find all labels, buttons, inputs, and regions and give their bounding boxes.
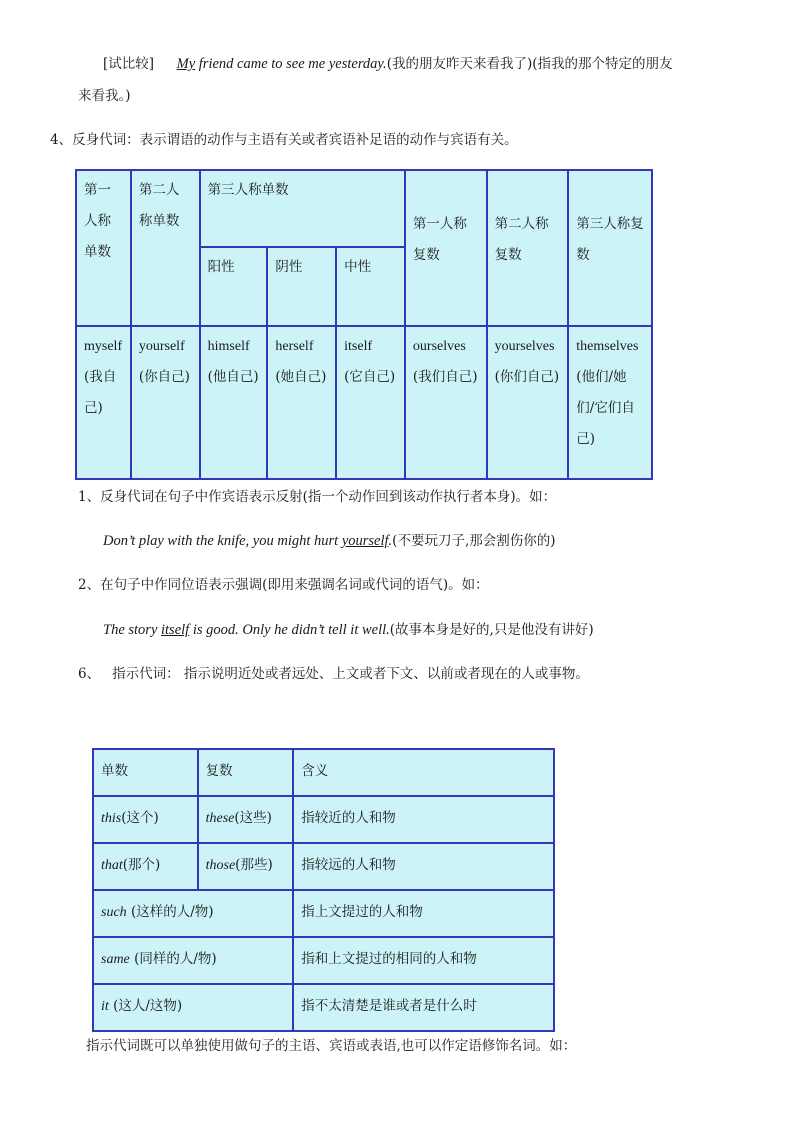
header-second-plural: 第二人称复数	[487, 170, 569, 326]
header-plural: 复数	[198, 749, 294, 796]
cell-it: it (这人/这物)	[93, 984, 293, 1031]
usage-1-translation: (不要玩刀子,那会割伤你的)	[392, 533, 556, 549]
reflexive-pronoun-table	[75, 169, 653, 480]
header-third-singular: 第三人称单数	[200, 170, 405, 247]
cell-ourselves: ourselves (我们自己)	[405, 326, 487, 479]
header-first-plural: 第一人称复数	[405, 170, 487, 326]
header-masculine: 阳性	[200, 247, 268, 326]
header-second-singular: 第二人称单数	[131, 170, 200, 326]
usage-2-heading: 2、在句子中作同位语表示强调(即用来强调名词或代词的语气)。如：	[78, 577, 489, 593]
cell-those: those(那些)	[198, 843, 294, 890]
cell-such-meaning: 指上文提过的人和物	[293, 890, 554, 937]
compare-translation-cont: 来看我。)	[78, 88, 131, 104]
demonstrative-pronoun-table	[92, 748, 555, 1032]
usage-2-translation: (故事本身是好的,只是他没有讲好)	[389, 622, 594, 638]
header-meaning: 含义	[293, 749, 554, 796]
cell-that: that(那个)	[93, 843, 198, 890]
cell-these: these(这些)	[198, 796, 294, 843]
cell-himself: himself (他自己)	[200, 326, 268, 479]
cell-such: such (这样的人/物)	[93, 890, 293, 937]
cell-same: same (同样的人/物)	[93, 937, 293, 984]
header-feminine: 阴性	[267, 247, 336, 326]
header-first-singular: 第一人称单数	[76, 170, 131, 326]
cell-myself: myself (我自己)	[76, 326, 131, 479]
cell-this: this(这个)	[93, 796, 198, 843]
cell-yourself: yourself (你自己)	[131, 326, 200, 479]
cell-it-meaning: 指不太清楚是谁或者是什么时	[293, 984, 554, 1031]
cell-itself: itself (它自己)	[336, 326, 405, 479]
usage-2-underlined: itself	[161, 622, 190, 638]
usage-1-underlined: yourself	[341, 533, 389, 549]
cell-herself: herself (她自己)	[267, 326, 336, 479]
cell-same-meaning: 指和上文提过的相同的人和物	[293, 937, 554, 984]
usage-1-heading: 1、反身代词在句子中作宾语表示反射(指一个动作回到该动作执行者本身)。如：	[78, 489, 557, 505]
usage-2-example: The story itself is good. Only he didn’t tell it well.(故事本身是好的,只是他没有讲好)	[103, 622, 594, 638]
cell-yourselves: yourselves (你们自己)	[487, 326, 569, 479]
section-4-heading: 4、反身代词：表示谓语的动作与主语有关或者宾语补足语的动作与宾语有关。	[50, 132, 518, 148]
section-6-heading: 6、 指示代词： 指示说明近处或者远处、上文或者下文、以前或者现在的人或事物。	[78, 666, 589, 682]
cell-themselves: themselves (他们/她们/它们自己)	[568, 326, 652, 479]
header-neuter: 中性	[336, 247, 405, 326]
compare-sentence: friend came to see me yesterday.	[195, 56, 387, 72]
compare-translation: (我的朋友昨天来看我了)(指我的那个特定的朋友	[386, 56, 673, 72]
compare-label: [试比较]	[103, 56, 155, 72]
compare-sentence-underlined: My	[176, 56, 196, 72]
cell-this-meaning: 指较近的人和物	[293, 796, 554, 843]
compare-line	[103, 54, 673, 74]
header-singular: 单数	[93, 749, 198, 796]
cell-that-meaning: 指较远的人和物	[293, 843, 554, 890]
footer-text: 指示代词既可以单独使用做句子的主语、宾语或表语,也可以作定语修饰名词。如：	[86, 1038, 577, 1054]
header-third-plural: 第三人称复数	[568, 170, 652, 326]
usage-1-example: Don’t play with the knife, you might hurt yourself.(不要玩刀子,那会割伤你的)	[103, 533, 556, 549]
